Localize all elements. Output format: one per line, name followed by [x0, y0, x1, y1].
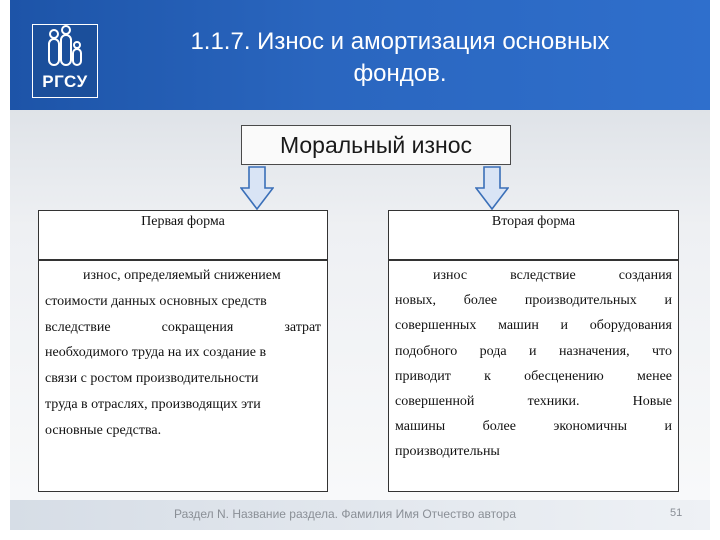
slide-header [10, 0, 710, 110]
logo-figures-icon [33, 25, 97, 75]
page-number: 51 [670, 507, 683, 519]
title-line-1: 1.1.7. Износ и амортизация основных [190, 28, 610, 55]
title-line-2: фондов. [353, 60, 447, 87]
text-line: необходимого труда на их создание в [45, 345, 267, 361]
text-line: совершенной техники. Новые [395, 394, 672, 410]
text-line: подобного рода и назначения, что [395, 343, 672, 359]
rgsu-logo [32, 24, 98, 98]
main-concept-box: Моральный износ [241, 125, 511, 165]
footer-text: Раздел N. Название раздела. Фамилия Имя Отчество автора [173, 507, 517, 521]
column-header: Вторая форма [388, 210, 679, 260]
text-line: основные средства. [45, 422, 162, 438]
text-line: стоимости данных основных средств [45, 293, 267, 309]
arrow-down-icon [240, 166, 274, 210]
column-header: Первая форма [38, 210, 328, 260]
text-line: вследствие сокращения затрат [45, 319, 321, 335]
logo-text: РГСУ [42, 72, 88, 91]
column-body [388, 260, 679, 492]
text-line: новых, более производительных и [395, 293, 672, 309]
text-line: приводит к обесценению менее [395, 368, 672, 384]
second-form-column [388, 210, 679, 492]
text-line: связи с ростом производительности [45, 371, 259, 387]
text-line: износ, определяемый снижением [83, 268, 281, 283]
text-line: труда в отраслях, производящих эти [45, 396, 261, 412]
slide-title [120, 26, 680, 90]
arrow-down-icon [475, 166, 509, 210]
text-line: машины более экономичны и [395, 419, 672, 435]
text-line: производительны [395, 444, 500, 460]
text-line: износ вследствие создания [433, 268, 672, 283]
first-form-column [38, 210, 328, 492]
column-body [38, 260, 328, 492]
text-line: совершенных машин и оборудования [395, 318, 672, 334]
